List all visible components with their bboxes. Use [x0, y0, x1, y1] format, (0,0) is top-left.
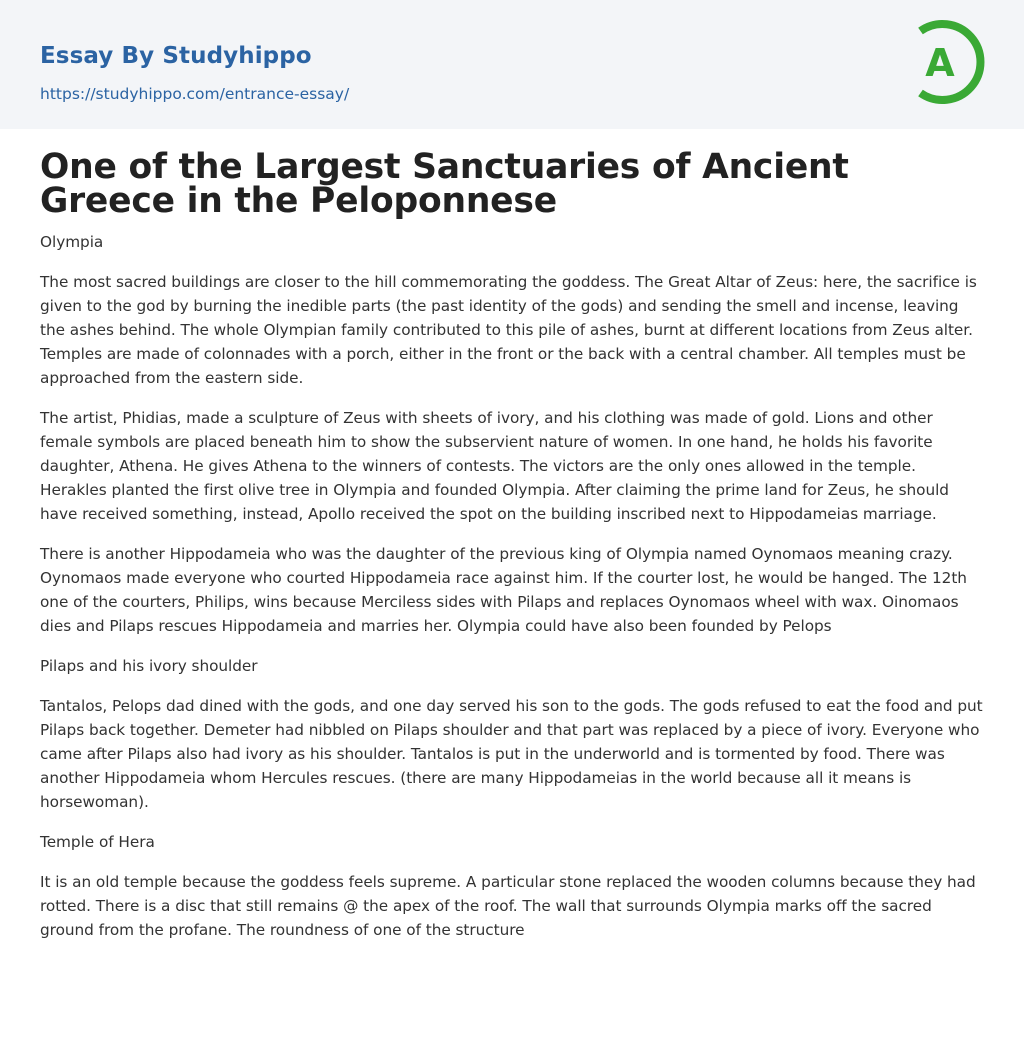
section-heading-temple-of-hera: Temple of Hera — [40, 833, 155, 851]
paragraph-temple-of-hera: It is an old temple because the goddess feels supreme. A particular stone replaced the wooden columns because they had rotted. There is a disc that still remains @ the apex of the roof. The wall that surrounds Olympia marks off the sacred ground from the profane. The roundness of one of the structure — [40, 873, 976, 939]
paragraph-great-altar: The most sacred buildings are closer to the hill commemorating the goddess. The Great Altar of Zeus: here, the sacrifice is given to the god by burning the inedible parts (the past identity of the gods) and sending the smell and incense, leaving the ashes behind. The whole Olympian family contributed to this pile of ashes, burnt at different locations from Zeus alter. Temples are made of colonnades with a porch, either in the front or the back with a central chamber. All temples must be approached from the eastern side. — [40, 273, 977, 387]
paragraph-tantalos: Tantalos, Pelops dad dined with the gods, and one day served his son to the gods. The gods refused to eat the food and put Pilaps back together. Demeter had nibbled on Pilaps shoulder and that part was replaced by a piece of ivory. Everyone who came after Pilaps also had ivory as his shoulder. Tantalos is put in the underworld and is tormented by food. There was another Hippodameia whom Hercules rescues. (there are many Hippodameias in the world because all it means is horsewoman). — [40, 697, 983, 811]
essay-url-link[interactable]: https://studyhippo.com/entrance-essay/ — [40, 85, 350, 103]
article-title: One of the Largest Sanctuaries of Ancient Greece in the Peloponnese — [40, 147, 849, 221]
section-heading-olympia: Olympia — [40, 233, 104, 251]
site-brand[interactable]: Essay By Studyhippo — [40, 43, 312, 69]
paragraph-hippodameia: There is another Hippodameia who was the daughter of the previous king of Olympia named Oynomaos meaning crazy. Oynomaos made everyone who courted Hippodameia race against him. If the courter lost, he would be hanged. The 12th one of the courters, Philips, wins because Merciless sides with Pilaps and replaces Oynomaos wheel with wax. Oinomaos dies and Pilaps rescues Hippodameia and marries her. Olympia could have also been founded by Pelops — [40, 545, 967, 635]
logo-letter: A — [925, 41, 955, 85]
paragraph-phidias: The artist, Phidias, made a sculpture of Zeus with sheets of ivory, and his clothing was made of gold. Lions and other female symbols are placed beneath him to show the subservient nature of women. In one hand, he holds his favorite daughter, Athena. He gives Athena to the winners of contests. The victors are the only ones allowed in the temple. Herakles planted the first olive tree in Olympia and founded Olympia. After claiming the prime land for Zeus, he should have received something, instead, Apollo received the spot on the building inscribed next to Hippodameias marriage. — [40, 409, 949, 523]
section-heading-pilaps: Pilaps and his ivory shoulder — [40, 657, 258, 675]
studyhippo-logo-icon[interactable] — [912, 19, 986, 105]
article-content — [40, 147, 986, 958]
site-header — [0, 0, 1024, 129]
